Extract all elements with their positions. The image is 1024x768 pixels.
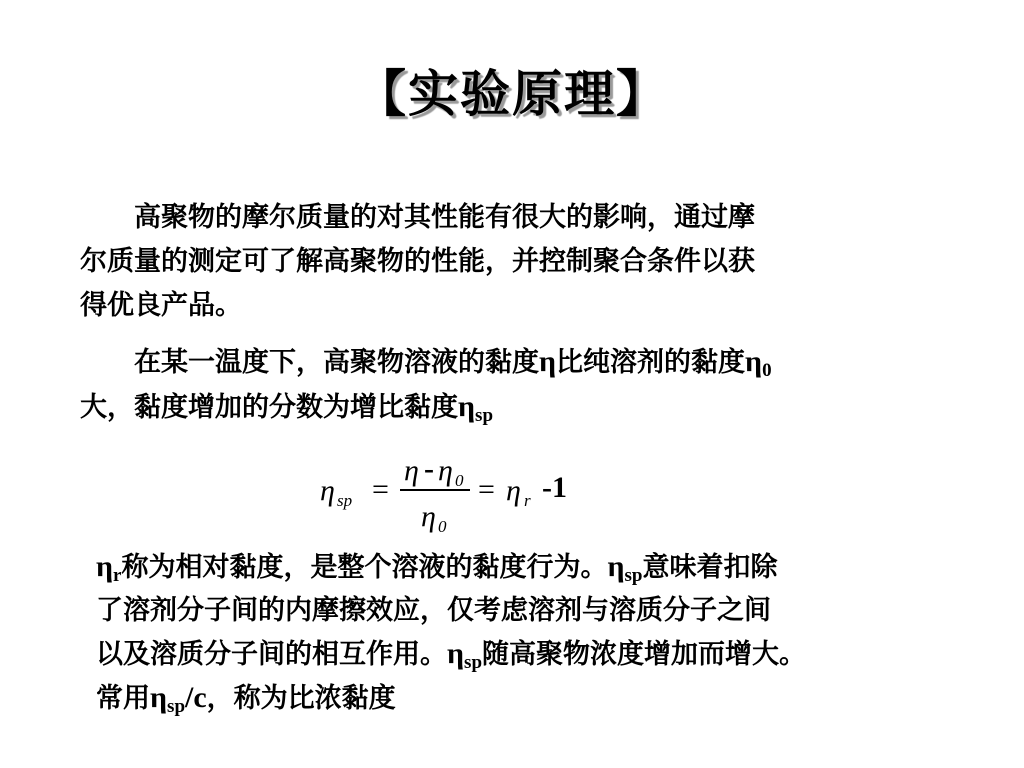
paragraph-line: 尔质量的测定可了解高聚物的性能，并控制聚合条件以获 [80, 246, 755, 277]
paragraph-line: 得优良产品。 [80, 290, 242, 321]
text-run: 意味着扣除 [642, 552, 778, 583]
eta-r-symbol: η [96, 550, 114, 583]
formula-rhs-eta: η [506, 474, 521, 507]
formula-lhs-eta: η [320, 474, 335, 507]
subscript: sp [624, 565, 643, 586]
paragraph-line: 了溶剂分子间的内摩擦效应，仅考虑溶剂与溶质分子之间 [96, 595, 771, 626]
formula-svg [318, 448, 618, 538]
paragraph-relative-viscosity [96, 545, 806, 720]
subscript: sp [167, 696, 186, 717]
subscript: sp [464, 652, 483, 673]
paragraph-line [80, 385, 772, 430]
paragraph-line [80, 340, 772, 385]
subscript: r [113, 565, 122, 586]
text-run: 常用 [96, 683, 150, 714]
paragraph-line: 高聚物的摩尔质量的对其性能有很大的影响，通过摩 [134, 202, 755, 233]
eta-sp-symbol: η [447, 637, 465, 670]
slash-c: /c [185, 681, 207, 714]
text-run: 大，黏度增加的分数为增比黏度 [80, 392, 458, 423]
formula-num-minus: - [424, 452, 434, 485]
text-run: ，称为比浓黏度 [206, 683, 396, 714]
formula-num-sub: 0 [455, 471, 464, 490]
paragraph-specific-viscosity [80, 340, 772, 430]
subscript: sp [475, 405, 494, 426]
paragraph-line [96, 632, 806, 676]
eta-sp-symbol: η [458, 390, 476, 423]
formula-rhs-tail: -1 [542, 471, 567, 504]
eta-sp-symbol: η [607, 550, 625, 583]
formula-rhs-sub: r [524, 491, 531, 510]
text-run: 随高聚物浓度增加而增大。 [482, 639, 807, 670]
specific-viscosity-formula [318, 448, 618, 538]
eta-symbol: η [539, 345, 557, 378]
subscript: 0 [762, 360, 772, 381]
eta-zero-symbol: η [745, 345, 763, 378]
formula-equals: = [372, 473, 389, 506]
formula-den-eta: η [421, 500, 436, 533]
text-run: 称为相对黏度，是整个溶液的黏度行为。 [121, 552, 608, 583]
formula-num-eta: η [404, 454, 419, 487]
eta-sp-symbol: η [150, 681, 168, 714]
formula-den-sub: 0 [438, 517, 447, 536]
text-run: 以及溶质分子间的相互作用。 [96, 639, 447, 670]
text-run: 比纯溶剂的黏度 [556, 347, 746, 378]
slide-title: 【实验原理】 [356, 64, 668, 123]
paragraph-molar-mass [80, 196, 755, 328]
text-run: 在某一温度下，高聚物溶液的黏度 [134, 347, 539, 378]
paragraph-line [96, 676, 806, 720]
formula-num-eta0: η [438, 454, 453, 487]
paragraph-line [96, 545, 806, 589]
formula-equals: = [478, 473, 495, 506]
formula-lhs-sub: sp [337, 491, 353, 510]
